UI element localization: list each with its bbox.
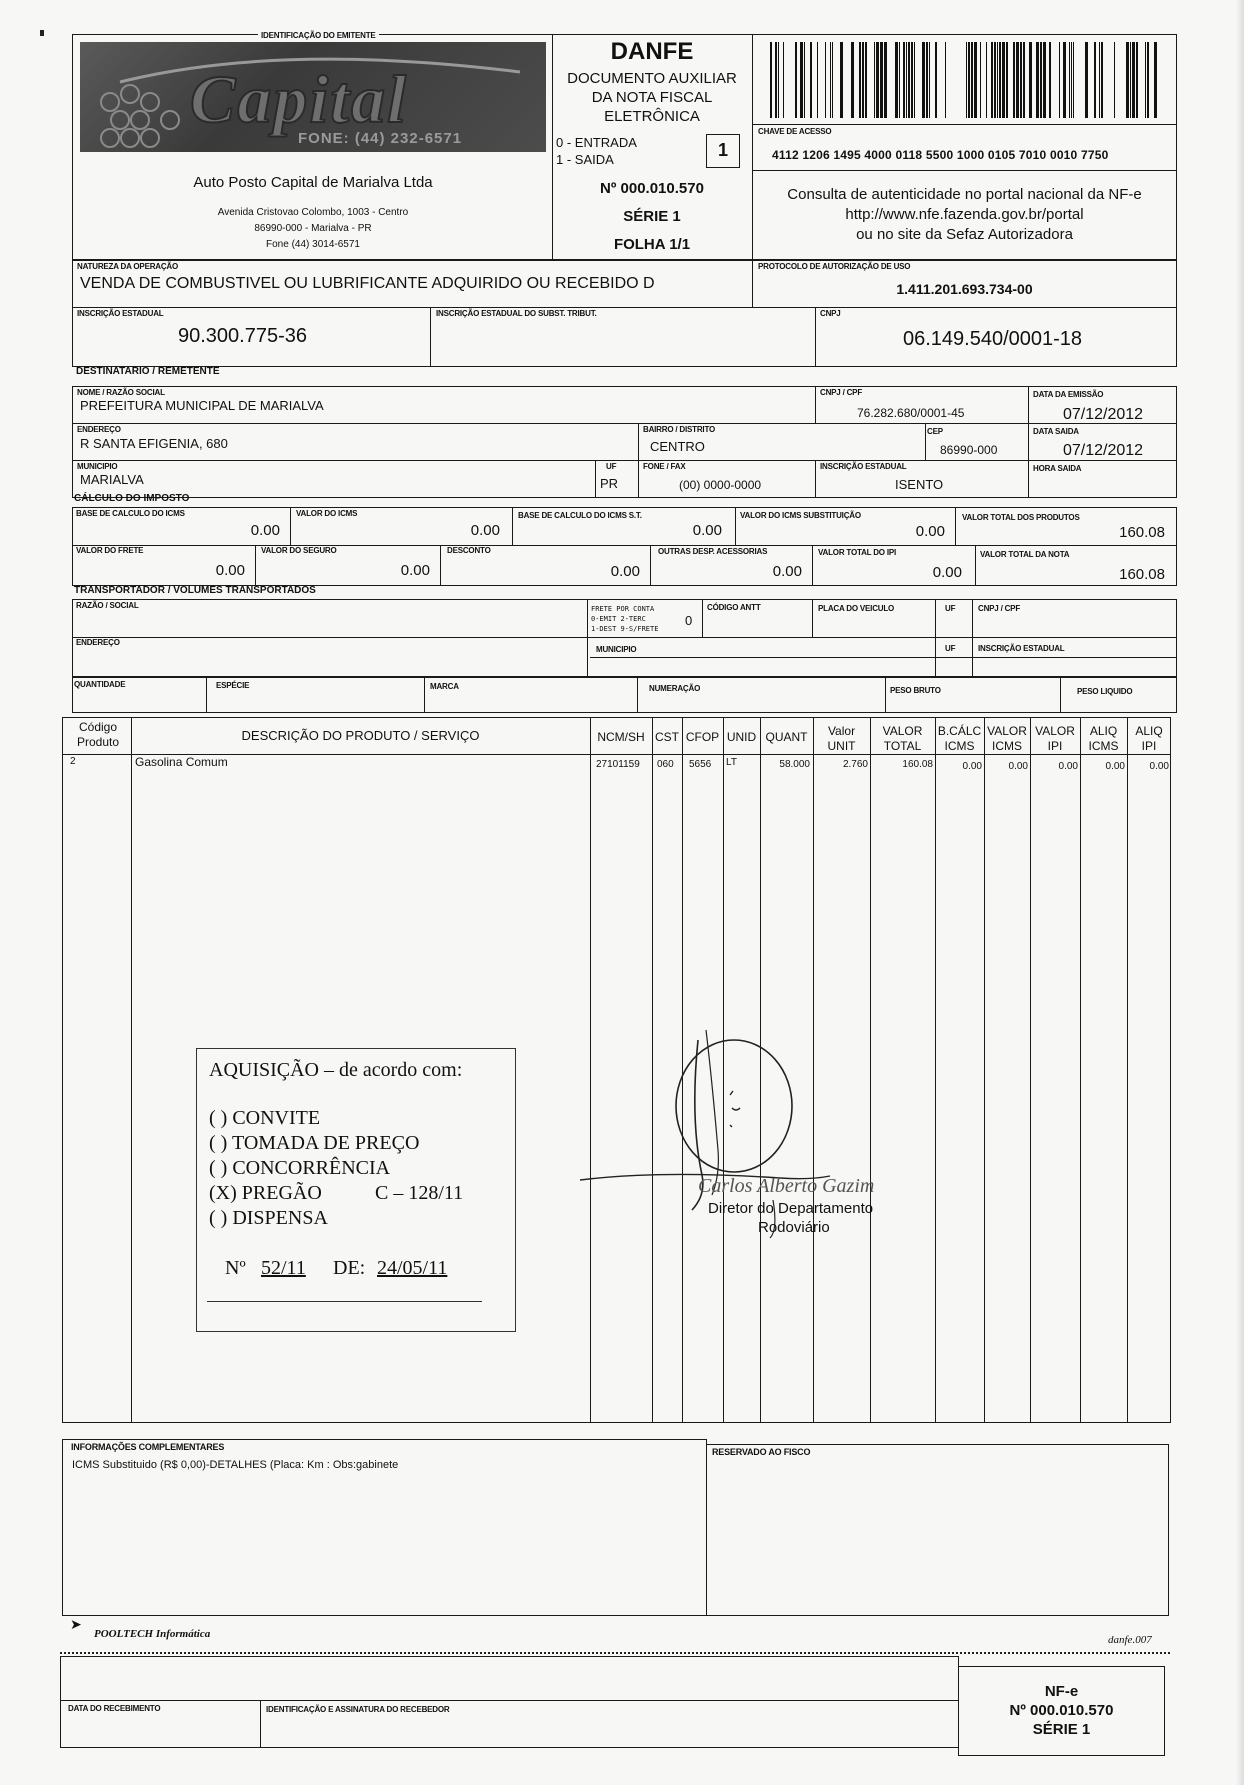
stamp-num: 52/11: [261, 1257, 306, 1279]
footer-form: danfe.007: [1108, 1634, 1152, 1646]
logo-phone: FONE: (44) 232-6571: [298, 130, 463, 147]
trans-frete-l2: 0-EMIT 2-TERC: [591, 615, 646, 623]
emitente-address-2: 86990-000 - Marialva - PR: [254, 223, 372, 234]
valor-icms-label: VALOR DO ICMS: [296, 509, 358, 518]
th-ncm: NCM/SH: [597, 730, 645, 744]
scan-dot: [40, 30, 44, 36]
signature-name: Carlos Alberto Gazim: [698, 1175, 875, 1197]
danfe-tipo-box: 1: [706, 134, 740, 168]
peso-liquido-label: PESO LIQUIDO: [1077, 687, 1133, 696]
scan-edge: [1236, 0, 1244, 1785]
th-vicms: VALOR ICMS: [987, 724, 1027, 753]
aquisicao-stamp: [196, 1048, 516, 1332]
row-descricao: Gasolina Comum: [135, 755, 228, 769]
row-codigo: 2: [70, 756, 76, 767]
dest-endereco-label: ENDEREÇO: [77, 425, 121, 434]
row-aicms: 0.00: [1105, 761, 1125, 772]
natureza-label: NATUREZA DA OPERAÇÃO: [77, 262, 179, 271]
dest-ie-label: INSCRIÇÃO ESTADUAL: [820, 462, 907, 471]
trans-razao-label: RAZÃO / SOCIAL: [76, 601, 139, 610]
danfe-entrada: 0 - ENTRADA: [556, 135, 637, 150]
consulta-line-2: http://www.nfe.fazenda.gov.br/portal: [845, 206, 1084, 223]
dest-nome: PREFEITURA MUNICIPAL DE MARIALVA: [80, 398, 324, 413]
dest-cnpj-label: CNPJ / CPF: [820, 388, 863, 397]
th-unid: UNID: [726, 730, 757, 744]
danfe-folha: FOLHA 1/1: [613, 236, 691, 253]
emitente-section-label: IDENTIFICAÇÃO DO EMITENTE: [258, 31, 379, 40]
seguro: 0.00: [400, 562, 430, 579]
trans-frete-value: 0: [685, 613, 693, 628]
consulta-line-3: ou no site da Sefaz Autorizadora: [856, 226, 1073, 243]
th-cst: CST: [655, 730, 679, 744]
ie-label: INSCRIÇÃO ESTADUAL: [77, 309, 164, 318]
total-prod-label: VALOR TOTAL DOS PRODUTOS: [962, 513, 1080, 522]
stamp-date: 24/05/11: [377, 1257, 448, 1279]
dest-nome-label: NOME / RAZÃO SOCIAL: [77, 388, 165, 397]
fisco-label: RESERVADO AO FISCO: [712, 1447, 811, 1457]
protocolo-label: PROTOCOLO DE AUTORIZAÇÃO DE USO: [758, 262, 911, 271]
stamp-title: AQUISIÇÃO – de acordo com:: [209, 1059, 463, 1081]
th-cfop: CFOP: [685, 730, 720, 744]
destinatario-section: DESTINATARIO / REMETENTE: [76, 366, 220, 377]
frete-label: VALOR DO FRETE: [76, 546, 144, 555]
th-aipi: ALIQ IPI: [1135, 724, 1163, 753]
row-vtotal: 160.08: [902, 759, 933, 770]
dest-emissao-label: DATA DA EMISSÃO: [1033, 390, 1104, 399]
trans-frete-l3: 1-DEST 9-S/FRETE: [591, 625, 659, 633]
barcode-icon: [770, 42, 1160, 118]
base-st: 0.00: [692, 522, 722, 539]
dest-cep-label: CEP: [927, 427, 943, 436]
danfe-subtitle-2: DA NOTA FISCAL: [591, 89, 713, 106]
stamp-num-prefix: Nº: [225, 1257, 246, 1279]
row-aipi: 0.00: [1149, 761, 1169, 772]
dest-saida: 07/12/2012: [1063, 442, 1144, 459]
fisco-box: [706, 1444, 1169, 1616]
dest-uf: PR: [600, 476, 619, 491]
trans-municipio-label: MUNICIPIO: [596, 645, 637, 654]
danfe-saida: 1 - SAIDA: [556, 152, 614, 167]
th-vipi: VALOR IPI: [1035, 724, 1075, 753]
desconto-label: DESCONTO: [447, 546, 491, 555]
dest-fone: (00) 0000-0000: [679, 478, 762, 492]
row-bcicms: 0.00: [962, 761, 982, 772]
peso-bruto-label: PESO BRUTO: [890, 686, 941, 695]
trans-antt-label: CÓDIGO ANTT: [707, 603, 761, 612]
trans-placa-label: PLACA DO VEICULO: [818, 604, 895, 613]
trans-uf2-label: UF: [945, 644, 956, 653]
trans-frete-l1: FRETE POR CONTA: [591, 605, 655, 613]
stamp-opt-pregao: (X) PREGÃO: [209, 1182, 322, 1204]
total-nota-label: VALOR TOTAL DA NOTA: [980, 550, 1070, 559]
signature-role-2: Rodoviário: [758, 1219, 830, 1236]
chave-label: CHAVE DE ACESSO: [758, 127, 832, 136]
dest-ie: ISENTO: [895, 477, 944, 492]
row-unid: LT: [726, 757, 737, 768]
chave-value: 4112 1206 1495 4000 0118 5500 1000 0105 7010 0010 7750: [772, 148, 1109, 162]
ie-st-label: INSCRIÇÃO ESTADUAL DO SUBST. TRIBUT.: [436, 309, 597, 318]
stamp-date-prefix: DE:: [333, 1257, 366, 1279]
signature-role-1: Diretor do Departamento: [708, 1200, 874, 1217]
th-codigo: Código Produto: [76, 720, 120, 749]
cnpj-value: 06.149.540/0001-18: [903, 328, 1083, 350]
emitente-logo: [80, 42, 546, 152]
dest-endereco: R SANTA EFIGENIA, 680: [80, 436, 228, 451]
imposto-section: CÁLCULO DO IMPOSTO: [74, 493, 190, 504]
trans-ie-label: INSCRIÇÃO ESTADUAL: [978, 644, 1065, 653]
canhoto-data-label: DATA DO RECEBIMENTO: [68, 1704, 161, 1713]
stamp-opt-tomada: ( ) TOMADA DE PREÇO: [209, 1132, 420, 1154]
emitente-address-3: Fone (44) 3014-6571: [266, 239, 360, 250]
ie-value: 90.300.775-36: [178, 325, 308, 347]
dest-bairro-label: BAIRRO / DISTRITO: [643, 425, 716, 434]
stamp-opt-dispensa: ( ) DISPENSA: [209, 1207, 328, 1229]
canhoto-ident-label: IDENTIFICAÇÃO E ASSINATURA DO RECEBEDOR: [266, 1705, 450, 1714]
frete: 0.00: [215, 562, 245, 579]
total-nota: 160.08: [1119, 566, 1165, 583]
dest-bairro: CENTRO: [650, 439, 705, 454]
dest-municipio: MARIALVA: [80, 472, 144, 487]
dest-fone-label: FONE / FAX: [643, 462, 686, 471]
base-icms: 0.00: [250, 522, 280, 539]
th-vtotal: VALOR TOTAL: [882, 724, 923, 753]
danfe-numero: Nº 000.010.570: [600, 180, 704, 197]
dest-cnpj: 76.282.680/0001-45: [857, 406, 965, 420]
ipi-label: VALOR TOTAL DO IPI: [818, 548, 897, 557]
emitente-address-1: Avenida Cristovao Colombo, 1003 - Centro: [217, 207, 409, 218]
row-cst: 060: [657, 759, 674, 770]
row-vipi: 0.00: [1058, 761, 1078, 772]
ipi: 0.00: [932, 564, 962, 581]
dest-emissao: 07/12/2012: [1063, 406, 1144, 423]
cnpj-label: CNPJ: [820, 309, 841, 318]
seguro-label: VALOR DO SEGURO: [261, 546, 337, 555]
stamp-opt-pregao-ref: C – 128/11: [375, 1182, 464, 1204]
row-quant: 58.000: [779, 759, 810, 770]
dest-hora-label: HORA SAIDA: [1033, 464, 1082, 473]
natureza-value: VENDA DE COMBUSTIVEL OU LUBRIFICANTE ADQUIRIDO OU RECEBIDO D: [80, 275, 655, 292]
th-quant: QUANT: [765, 730, 808, 744]
base-st-label: BASE DE CALCULO DO ICMS S.T.: [518, 511, 642, 520]
canhoto-nfe: NF-e: [1044, 1683, 1079, 1700]
valor-icms: 0.00: [470, 522, 500, 539]
valor-st: 0.00: [915, 523, 945, 540]
canhoto-box: [60, 1656, 959, 1748]
danfe-subtitle-3: ELETRÔNICA: [604, 108, 700, 125]
dest-uf-label: UF: [606, 462, 617, 471]
danfe-subtitle-1: DOCUMENTO AUXILIAR: [567, 70, 737, 87]
dest-municipio-label: MUNICIPIO: [77, 462, 118, 471]
emitente-name: Auto Posto Capital de Marialva Ltda: [193, 174, 433, 191]
row-cfop: 5656: [689, 759, 712, 770]
cut-line: [60, 1652, 1170, 1654]
complementares-label: INFORMAÇÕES COMPLEMENTARES: [71, 1442, 225, 1452]
outras: 0.00: [772, 563, 802, 580]
trans-endereco-label: ENDEREÇO: [76, 638, 120, 647]
canhoto-numero: Nº 000.010.570: [1009, 1702, 1114, 1719]
numeracao-label: NUMERAÇÃO: [649, 684, 701, 693]
trans-uf-label: UF: [945, 604, 956, 613]
consulta-line-1: Consulta de autenticidade no portal nacional da NF-e: [787, 186, 1142, 203]
qtd-label: QUANTIDADE: [74, 680, 126, 689]
valor-st-label: VALOR DO ICMS SUBSTITUIÇÃO: [740, 511, 861, 520]
desconto: 0.00: [610, 563, 640, 580]
stamp-opt-concorrencia: ( ) CONCORRÊNCIA: [209, 1157, 391, 1179]
th-aicms: ALIQ ICMS: [1088, 724, 1119, 753]
trans-cnpj-label: CNPJ / CPF: [978, 604, 1021, 613]
protocolo-value: 1.411.201.693.734-00: [896, 281, 1033, 297]
th-descricao: DESCRIÇÃO DO PRODUTO / SERVIÇO: [241, 728, 480, 743]
total-prod: 160.08: [1119, 524, 1165, 541]
logo-text: Capital: [190, 61, 409, 137]
dest-cep: 86990-000: [940, 443, 998, 457]
transportador-section: TRANSPORTADOR / VOLUMES TRANSPORTADOS: [74, 585, 316, 596]
pooltech-logo-icon: ➤: [70, 1616, 82, 1632]
marca-label: MARCA: [430, 682, 459, 691]
row-vunit: 2.760: [842, 759, 868, 770]
row-vicms: 0.00: [1008, 761, 1028, 772]
especie-label: ESPÉCIE: [216, 681, 250, 690]
complementares-value: ICMS Substituido (R$ 0,00)-DETALHES (Placa: Km : Obs:gabinete: [72, 1459, 399, 1471]
th-bcicms: B.CÁLC ICMS: [937, 724, 982, 753]
danfe-title: DANFE: [610, 38, 694, 65]
stamp-opt-convite: ( ) CONVITE: [209, 1107, 321, 1129]
canhoto-serie: SÉRIE 1: [1032, 1721, 1091, 1738]
outras-label: OUTRAS DESP. ACESSORIAS: [658, 547, 768, 556]
th-vunit: Valor UNIT: [827, 724, 856, 753]
footer-software: POOLTECH Informática: [94, 1628, 211, 1640]
danfe-serie: SÉRIE 1: [623, 208, 681, 225]
row-ncm: 27101159: [596, 759, 640, 770]
dest-saida-label: DATA SAIDA: [1033, 427, 1079, 436]
base-icms-label: BASE DE CALCULO DO ICMS: [76, 509, 185, 518]
